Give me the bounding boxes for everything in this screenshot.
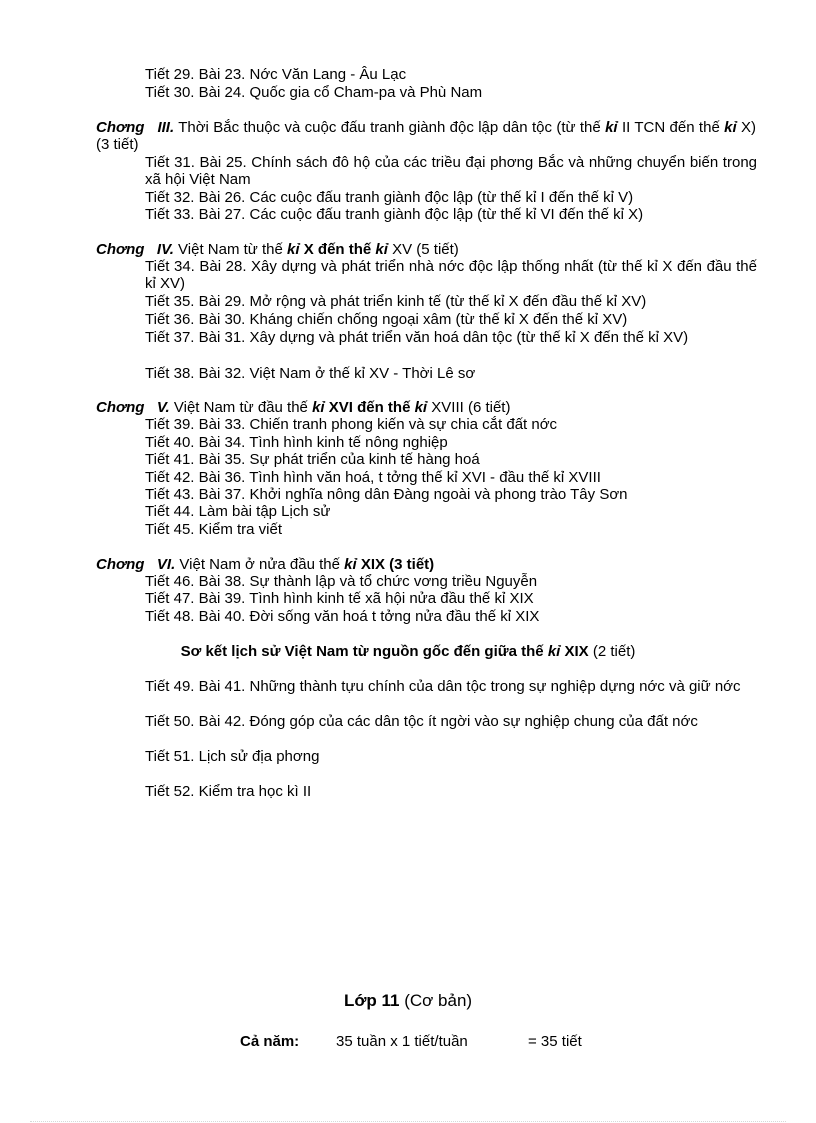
chapter-number: IV. bbox=[156, 241, 174, 258]
lesson-32: Tiết 32. Bài 26. Các cuộc đấu tranh giành độc lập (từ thế kỉ I đến thế kỉ V) bbox=[145, 189, 634, 206]
year-summary bbox=[240, 1034, 582, 1051]
lesson-41: Tiết 41. Bài 35. Sự phát triển của kinh tế hàng hoá bbox=[145, 451, 480, 468]
page-bottom-divider bbox=[30, 1121, 786, 1122]
lesson-30: Tiết 30. Bài 24. Quốc gia cổ Cham-pa và Phù Nam bbox=[145, 84, 483, 101]
summary-heading: Sơ kết lịch sử Việt Nam từ nguồn gốc đến giữa thế kỉ XIX (2 tiết) bbox=[180, 643, 636, 660]
lesson-43: Tiết 43. Bài 37. Khởi nghĩa nông dân Đàng ngoài và phong trào Tây Sơn bbox=[145, 486, 628, 503]
lesson-44: Tiết 44. Làm bài tập Lịch sử bbox=[145, 503, 331, 520]
chapter-6-heading: Chơng VI. Việt Nam ở nửa đầu thế kỉ XIX (3 tiết) bbox=[96, 556, 435, 573]
lesson-34: Tiết 34. Bài 28. Xây dựng và phát triển nhà nớc độc lập thống nhất (từ thế kỉ X đến đầu thế kỉ XV) bbox=[145, 258, 757, 292]
lesson-29: Tiết 29. Bài 23. Nớc Văn Lang - Âu Lạc bbox=[145, 66, 407, 83]
chapter-label: Chơng bbox=[96, 556, 145, 573]
chapter-number: VI. bbox=[156, 556, 176, 573]
lesson-39: Tiết 39. Bài 33. Chiến tranh phong kiến và sự chia cắt đất nớc bbox=[145, 416, 558, 433]
chapter-3-heading: Chơng III. Thời Bắc thuộc và cuộc đấu tranh giành độc lập dân tộc (từ thế kỉ II TCN đến thế kỉ X) (3 tiết) bbox=[96, 119, 757, 153]
lesson-47: Tiết 47. Bài 39. Tình hình kinh tế xã hội nửa đầu thế kỉ XIX bbox=[145, 590, 534, 607]
chapter-label: Chơng bbox=[96, 119, 145, 136]
lesson-42: Tiết 42. Bài 36. Tình hình văn hoá, t tởng thế kỉ XVI - đầu thế kỉ XVIII bbox=[145, 469, 601, 486]
weeks-value: 35 tuần x 1 tiết/tuần bbox=[336, 1033, 468, 1050]
lesson-45: Tiết 45. Kiểm tra viết bbox=[145, 521, 282, 538]
lesson-31: Tiết 31. Bài 25. Chính sách đô hộ của các triều đại phơng Bắc và những chuyển biến trong xã hội Việt Nam bbox=[145, 154, 757, 188]
lesson-51: Tiết 51. Lịch sử địa phơng bbox=[145, 748, 320, 765]
chapter-label: Chơng bbox=[96, 241, 145, 258]
chapter-number: III. bbox=[157, 119, 175, 136]
lesson-35: Tiết 35. Bài 29. Mở rộng và phát triển kinh tế (từ thế kỉ X đến đầu thế kỉ XV) bbox=[145, 293, 647, 310]
lesson-38: Tiết 38. Bài 32. Việt Nam ở thế kỉ XV - Thời Lê sơ bbox=[145, 365, 476, 382]
lesson-49: Tiết 49. Bài 41. Những thành tựu chính của dân tộc trong sự nghiệp dựng nớc và giữ nớc bbox=[145, 678, 741, 695]
lesson-46: Tiết 46. Bài 38. Sự thành lập và tổ chức vơng triều Nguyễn bbox=[145, 573, 538, 590]
lesson-36: Tiết 36. Bài 30. Kháng chiến chống ngoại xâm (từ thế kỉ X đến thế kỉ XV) bbox=[145, 311, 628, 328]
year-label: Cả năm: bbox=[240, 1033, 300, 1050]
lesson-52: Tiết 52. Kiểm tra học kì II bbox=[145, 783, 312, 800]
lesson-48: Tiết 48. Bài 40. Đời sống văn hoá t tởng nửa đầu thế kỉ XIX bbox=[145, 608, 540, 625]
chapter-number: V. bbox=[156, 399, 170, 416]
grade-heading: Lớp 11 (Cơ bản) bbox=[343, 991, 473, 1010]
chapter-5-heading: Chơng V. Việt Nam từ đầu thế kỉ XVI đến thế kỉ XVIII (6 tiết) bbox=[96, 399, 511, 416]
chapter-4-heading: Chơng IV. Việt Nam từ thế kỉ X đến thế kỉ XV (5 tiết) bbox=[96, 241, 459, 258]
total-value: = 35 tiết bbox=[528, 1033, 582, 1050]
lesson-33: Tiết 33. Bài 27. Các cuộc đấu tranh giành độc lập (từ thế kỉ VI đến thế kỉ X) bbox=[145, 206, 644, 223]
chapter-label: Chơng bbox=[96, 399, 145, 416]
lesson-37: Tiết 37. Bài 31. Xây dựng và phát triển văn hoá dân tộc (từ thế kỉ X đến thế kỉ XV) bbox=[145, 329, 689, 346]
lesson-50: Tiết 50. Bài 42. Đóng góp của các dân tộc ít ngời vào sự nghiệp chung của đất nớc bbox=[145, 713, 698, 730]
lesson-40: Tiết 40. Bài 34. Tình hình kinh tế nông nghiệp bbox=[145, 434, 448, 451]
